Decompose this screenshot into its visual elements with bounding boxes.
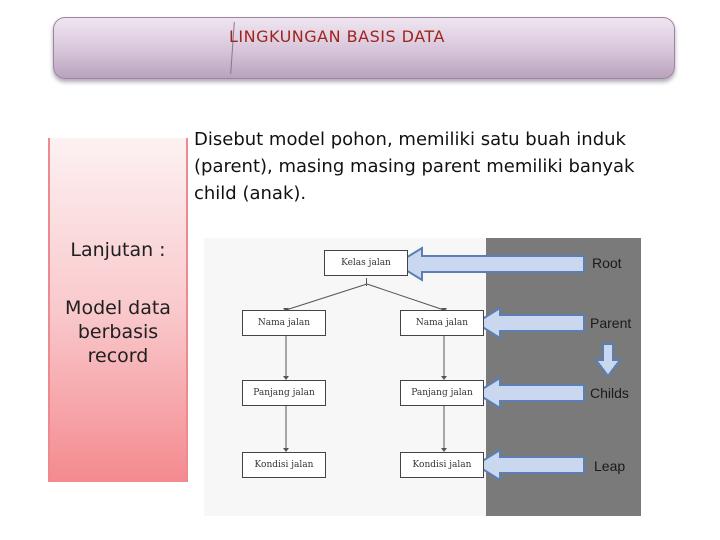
arrow-root bbox=[396, 248, 584, 280]
arrow-down bbox=[596, 344, 620, 376]
node-root: Kelas jalan bbox=[324, 250, 408, 276]
label-parent: Parent bbox=[590, 315, 632, 331]
arrow-leap bbox=[476, 450, 584, 480]
edge-root-left bbox=[286, 284, 367, 310]
arrow-parent bbox=[476, 308, 584, 338]
node-right-3: Kondisi jalan bbox=[400, 452, 484, 478]
node-left-2: Panjang jalan bbox=[242, 380, 326, 406]
sidebar-line-1: Model data bbox=[65, 297, 171, 319]
sidebar-line-2: berbasis bbox=[77, 321, 159, 343]
sidebar-heading: Lanjutan : bbox=[70, 239, 166, 261]
tree-diagram bbox=[204, 238, 641, 516]
description-text: Disebut model pohon, memiliki satu buah induk (parent), masing masing parent memiliki banyak child (anak). bbox=[194, 129, 635, 204]
page-title: LINGKUNGAN BASIS DATA bbox=[229, 27, 445, 46]
label-root: Root bbox=[592, 255, 622, 271]
label-childs: Childs bbox=[590, 385, 629, 401]
edge-root-right bbox=[367, 284, 444, 310]
node-left-3: Kondisi jalan bbox=[242, 452, 326, 478]
arrow-childs bbox=[476, 378, 584, 408]
node-left-1: Nama jalan bbox=[242, 310, 326, 336]
node-right-1: Nama jalan bbox=[400, 310, 484, 336]
label-leap: Leap bbox=[594, 458, 626, 474]
sidebar-line-3: record bbox=[87, 345, 149, 367]
node-right-2: Panjang jalan bbox=[400, 380, 484, 406]
